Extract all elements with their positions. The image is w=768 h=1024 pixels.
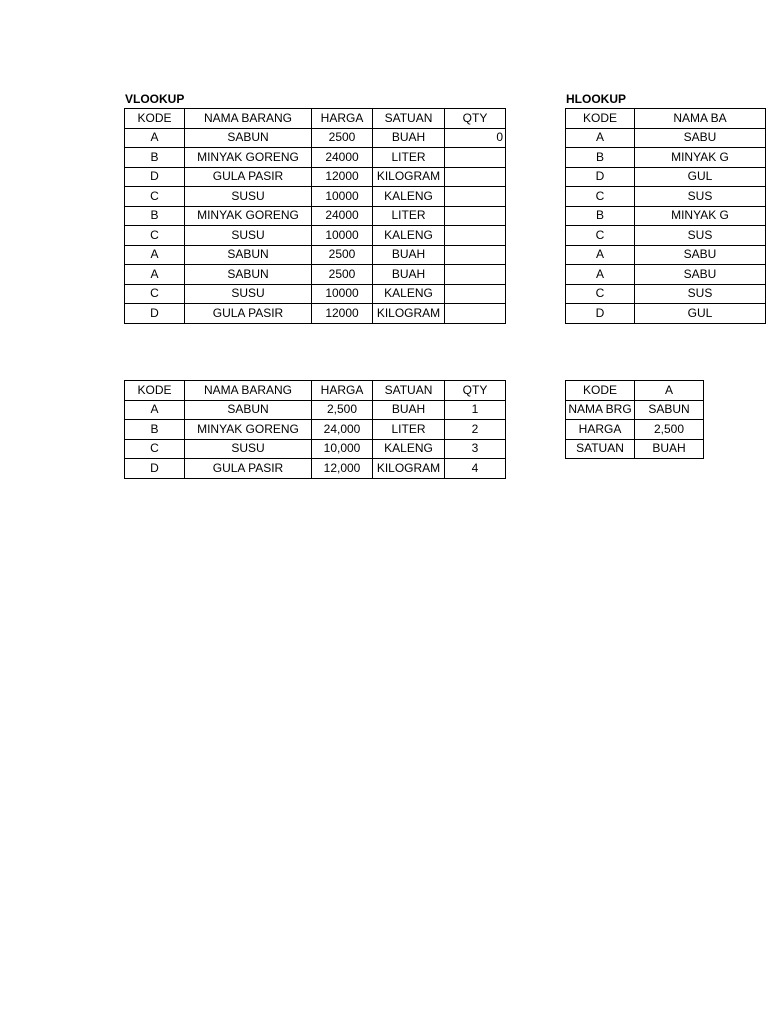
- vlookup-table: [124, 108, 506, 324]
- table-cell: A: [125, 265, 185, 285]
- table-cell: 12,000: [312, 459, 373, 479]
- table-header-row: [125, 381, 506, 401]
- table-cell: 12000: [312, 167, 373, 187]
- table-cell: [445, 265, 506, 285]
- table-cell: KILOGRAM: [373, 167, 445, 187]
- table-row: [566, 187, 766, 207]
- table-cell: SATUAN: [566, 439, 635, 459]
- table-cell: 2500: [312, 245, 373, 265]
- hlookup-table: [565, 108, 766, 324]
- table-cell: [445, 226, 506, 246]
- column-header: SATUAN: [373, 381, 445, 401]
- table-cell: 2500: [312, 128, 373, 148]
- table-row: [125, 420, 506, 440]
- table-cell: KALENG: [373, 226, 445, 246]
- table-row: [125, 304, 506, 324]
- table-row: [566, 304, 766, 324]
- table-cell: GULA PASIR: [185, 304, 312, 324]
- table-cell: 24000: [312, 206, 373, 226]
- table-cell: C: [125, 226, 185, 246]
- table-cell: C: [566, 187, 635, 207]
- table-cell: A: [566, 265, 635, 285]
- column-header: QTY: [445, 109, 506, 129]
- table-cell: [445, 167, 506, 187]
- table-cell: SUS: [635, 284, 766, 304]
- table-cell: BUAH: [373, 400, 445, 420]
- table-cell: NAMA BRG: [566, 400, 635, 420]
- table-cell: HARGA: [566, 420, 635, 440]
- table-cell: GULA PASIR: [185, 459, 312, 479]
- table-cell: [445, 187, 506, 207]
- reference-table-horizontal: [565, 380, 704, 459]
- table-cell: [445, 304, 506, 324]
- column-header: QTY: [445, 381, 506, 401]
- table-cell: SUS: [635, 226, 766, 246]
- table-row: [566, 226, 766, 246]
- column-header: KODE: [566, 109, 635, 129]
- table-row: [125, 459, 506, 479]
- table-cell: GUL: [635, 304, 766, 324]
- table-cell: [445, 284, 506, 304]
- table-header-row: [566, 109, 766, 129]
- table-row: [566, 439, 704, 459]
- table-cell: 10,000: [312, 439, 373, 459]
- table-cell: C: [125, 439, 185, 459]
- table-cell: 3: [445, 439, 506, 459]
- table-cell: MINYAK G: [635, 148, 766, 168]
- table-row: [125, 206, 506, 226]
- table-cell: KALENG: [373, 284, 445, 304]
- table-cell: D: [566, 304, 635, 324]
- table-cell: BUAH: [373, 128, 445, 148]
- table-cell: GUL: [635, 167, 766, 187]
- table-row: [125, 226, 506, 246]
- table-cell: B: [125, 206, 185, 226]
- table-cell: SABUN: [185, 245, 312, 265]
- table-header-row: [125, 109, 506, 129]
- table-cell: SABU: [635, 265, 766, 285]
- table-cell: 2500: [312, 265, 373, 285]
- table-cell: SUSU: [185, 226, 312, 246]
- table-cell: LITER: [373, 420, 445, 440]
- table-cell: SABUN: [185, 128, 312, 148]
- table-cell: SABU: [635, 128, 766, 148]
- table-cell: C: [125, 187, 185, 207]
- table-row: [566, 245, 766, 265]
- reference-table-horizontal-clip: [565, 380, 703, 460]
- table-cell: 1: [445, 400, 506, 420]
- table-cell: 24,000: [312, 420, 373, 440]
- table-cell: SABUN: [635, 400, 704, 420]
- table-cell: A: [125, 245, 185, 265]
- table-cell: 0: [445, 128, 506, 148]
- column-header: HARGA: [312, 109, 373, 129]
- table-row: [125, 128, 506, 148]
- table-cell: KILOGRAM: [373, 304, 445, 324]
- table-cell: 10000: [312, 284, 373, 304]
- table-cell: 10000: [312, 226, 373, 246]
- table-cell: MINYAK G: [635, 206, 766, 226]
- table-cell: A: [566, 128, 635, 148]
- table-cell: D: [125, 167, 185, 187]
- table-row: [125, 284, 506, 304]
- table-cell: A: [125, 128, 185, 148]
- table-cell: C: [566, 226, 635, 246]
- column-header: NAMA BA: [635, 109, 766, 129]
- table-cell: MINYAK GORENG: [185, 148, 312, 168]
- table-cell: D: [125, 459, 185, 479]
- column-header: NAMA BARANG: [185, 381, 312, 401]
- table-cell: D: [125, 304, 185, 324]
- table-cell: MINYAK GORENG: [185, 420, 312, 440]
- table-row: [125, 167, 506, 187]
- table-cell: [445, 206, 506, 226]
- table-cell: KALENG: [373, 187, 445, 207]
- table-row: [125, 148, 506, 168]
- hlookup-title: HLOOKUP: [566, 92, 626, 106]
- table-cell: B: [566, 148, 635, 168]
- table-row: [566, 400, 704, 420]
- table-row: [566, 167, 766, 187]
- column-header: HARGA: [312, 381, 373, 401]
- table-cell: A: [125, 400, 185, 420]
- table-cell: LITER: [373, 206, 445, 226]
- column-header: SATUAN: [373, 109, 445, 129]
- column-header: KODE: [125, 109, 185, 129]
- table-row: [125, 187, 506, 207]
- table-cell: [445, 245, 506, 265]
- table-row: [566, 420, 704, 440]
- table-cell: [445, 148, 506, 168]
- table-row: [125, 265, 506, 285]
- column-header: NAMA BARANG: [185, 109, 312, 129]
- table-cell: 24000: [312, 148, 373, 168]
- table-row: [566, 128, 766, 148]
- table-cell: D: [566, 167, 635, 187]
- table-cell: MINYAK GORENG: [185, 206, 312, 226]
- table-cell: C: [125, 284, 185, 304]
- table-cell: B: [125, 420, 185, 440]
- table-cell: KALENG: [373, 439, 445, 459]
- table-cell: SUSU: [185, 284, 312, 304]
- reference-table-vertical: [124, 380, 506, 479]
- table-cell: B: [125, 148, 185, 168]
- column-header: KODE: [125, 381, 185, 401]
- vlookup-title: VLOOKUP: [125, 92, 185, 106]
- table-cell: 2,500: [312, 400, 373, 420]
- table-row: [125, 400, 506, 420]
- table-cell: SABUN: [185, 400, 312, 420]
- table-cell: SUSU: [185, 439, 312, 459]
- table-row: [125, 245, 506, 265]
- table-cell: 2: [445, 420, 506, 440]
- table-cell: 4: [445, 459, 506, 479]
- table-cell: A: [635, 381, 704, 401]
- table-cell: B: [566, 206, 635, 226]
- table-cell: SABU: [635, 245, 766, 265]
- table-cell: SABUN: [185, 265, 312, 285]
- table-cell: BUAH: [373, 245, 445, 265]
- table-cell: LITER: [373, 148, 445, 168]
- table-cell: KODE: [566, 381, 635, 401]
- table-cell: KILOGRAM: [373, 459, 445, 479]
- table-cell: 2,500: [635, 420, 704, 440]
- table-row: [566, 206, 766, 226]
- hlookup-table-clip: [565, 108, 729, 324]
- table-row: [566, 265, 766, 285]
- table-cell: SUS: [635, 187, 766, 207]
- table-row: [125, 439, 506, 459]
- table-cell: SUSU: [185, 187, 312, 207]
- table-cell: BUAH: [635, 439, 704, 459]
- table-cell: A: [566, 245, 635, 265]
- table-row: [566, 381, 704, 401]
- table-cell: 10000: [312, 187, 373, 207]
- table-cell: BUAH: [373, 265, 445, 285]
- table-row: [566, 148, 766, 168]
- table-cell: 12000: [312, 304, 373, 324]
- table-cell: GULA PASIR: [185, 167, 312, 187]
- table-cell: C: [566, 284, 635, 304]
- table-row: [566, 284, 766, 304]
